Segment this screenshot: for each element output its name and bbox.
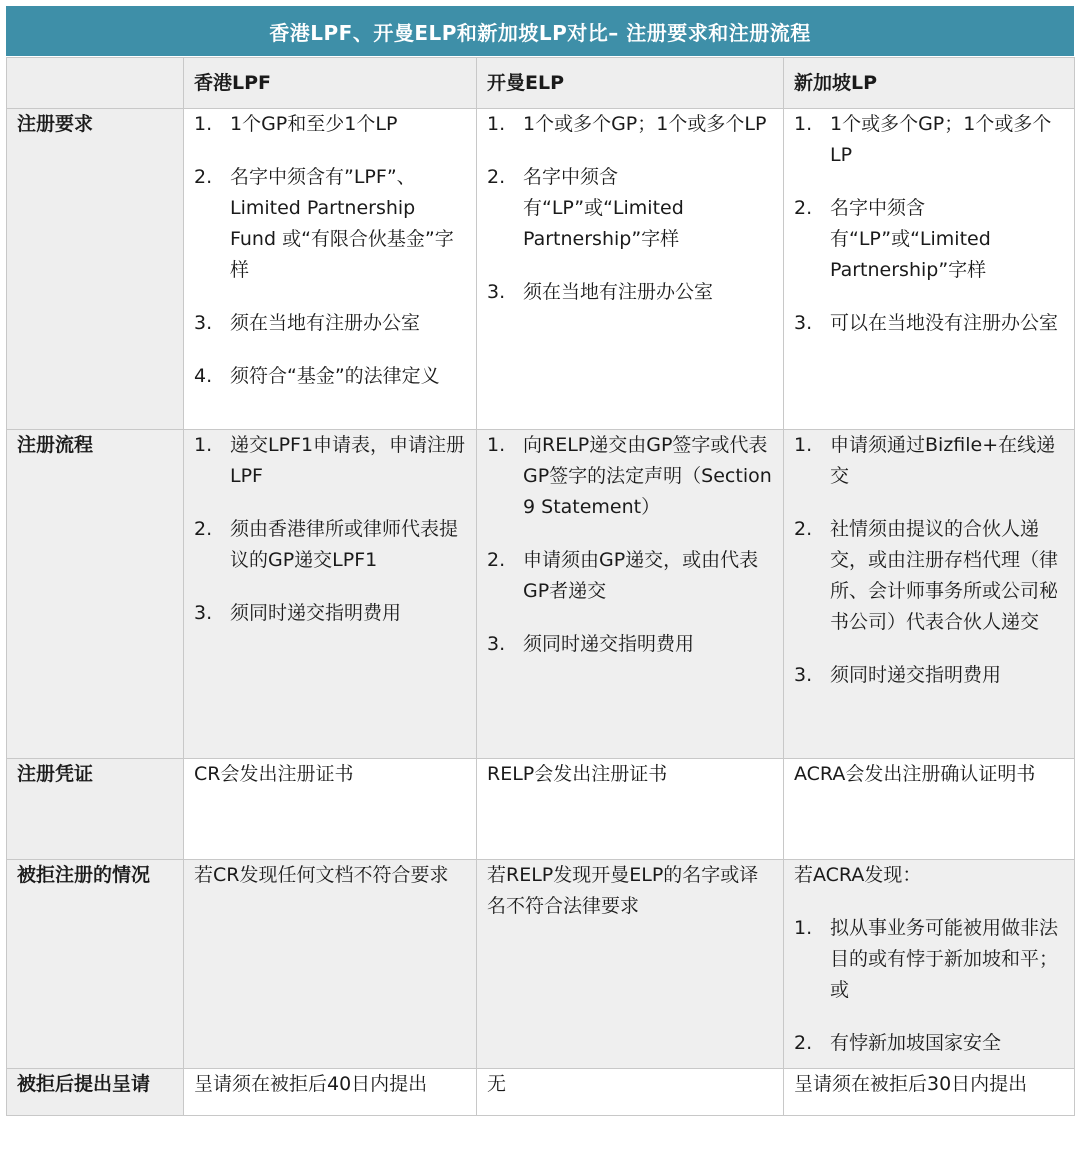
list-item: 1. 拟从事业务可能被用做非法目的或有悖于新加坡和平；或	[794, 917, 1059, 1001]
list-item: 3. 可以在当地没有注册办公室	[794, 312, 1059, 334]
cell-process-hk	[184, 430, 477, 759]
list-item: 3. 须同时递交指明费用	[794, 664, 1002, 686]
list-item: 1. 1个或多个GP；1个或多个LP	[794, 113, 1052, 166]
row-label-certificate: 注册凭证	[7, 759, 184, 860]
comparison-table	[6, 57, 1075, 1116]
list-item: 3. 须在当地有注册办公室	[487, 281, 714, 303]
list-item: 1. 1个GP和至少1个LP	[194, 113, 398, 135]
row-label-appeal: 被拒后提出呈请	[7, 1069, 184, 1116]
cell-rejection-cayman: 若RELP发现开曼ELP的名字或译名不符合法律要求	[477, 860, 784, 1069]
row-label-requirements: 注册要求	[7, 109, 184, 430]
cell-appeal-hk: 呈请须在被拒后40日内提出	[184, 1069, 477, 1116]
list-item: 2. 名字中须含有“LP”或“Limited Partnership”字样	[794, 197, 991, 281]
list-rejection-sg	[794, 913, 1064, 1059]
header-row	[7, 58, 1075, 109]
list-item: 2. 须由香港律所或律师代表提议的GP递交LPF1	[194, 518, 459, 571]
row-requirements	[7, 109, 1075, 430]
list-process-hk	[194, 430, 466, 629]
list-item: 3. 须在当地有注册办公室	[194, 312, 421, 334]
cell-rejection-sg: 若ACRA发现： 1. 拟从事业务可能被用做非法目的或有悖于新加坡和平；或 2. 有悖新加坡国家安全	[784, 860, 1075, 1069]
cell-certificate-cayman: RELP会发出注册证书	[477, 759, 784, 860]
row-process	[7, 430, 1075, 759]
cell-certificate-hk: CR会发出注册证书	[184, 759, 477, 860]
list-item: 2. 名字中须含有”LPF”、Limited Partnership Fund 或“有限合伙基金”字样	[194, 166, 454, 281]
cell-requirements-sg	[784, 109, 1075, 430]
cell-process-cayman	[477, 430, 784, 759]
list-item: 3. 须同时递交指明费用	[487, 633, 695, 655]
list-item: 2. 有悖新加坡国家安全	[794, 1032, 1002, 1054]
cell-certificate-sg: ACRA会发出注册确认证明书	[784, 759, 1075, 860]
list-item: 2. 社情须由提议的合伙人递交，或由注册存档代理（律所、会计师事务所或公司秘书公司）代表合伙人递交	[794, 518, 1059, 633]
cell-rejection-hk: 若CR发现任何文档不符合要求	[184, 860, 477, 1069]
list-requirements-cayman	[487, 109, 773, 308]
row-appeal	[7, 1069, 1075, 1116]
list-item: 3. 须同时递交指明费用	[194, 602, 402, 624]
table-title: 香港LPF、开曼ELP和新加坡LP对比– 注册要求和注册流程	[6, 6, 1074, 56]
list-item: 2. 名字中须含有“LP”或“Limited Partnership”字样	[487, 166, 684, 250]
row-label-process: 注册流程	[7, 430, 184, 759]
list-item: 1. 递交LPF1申请表，申请注册LPF	[194, 434, 466, 487]
cell-process-sg	[784, 430, 1075, 759]
header-corner	[7, 58, 184, 109]
list-process-sg	[794, 430, 1064, 691]
cell-requirements-hk	[184, 109, 477, 430]
list-requirements-sg	[794, 109, 1064, 339]
cell-appeal-sg: 呈请须在被拒后30日内提出	[784, 1069, 1075, 1116]
row-label-rejection: 被拒注册的情况	[7, 860, 184, 1069]
cell-appeal-cayman: 无	[477, 1069, 784, 1116]
list-item: 2. 申请须由GP递交，或由代表GP者递交	[487, 549, 759, 602]
row-rejection	[7, 860, 1075, 1069]
list-item: 1. 向RELP递交由GP签字或代表GP签字的法定声明（Section 9 Statement）	[487, 434, 772, 518]
list-requirements-hk	[194, 109, 466, 392]
list-item: 4. 须符合“基金”的法律定义	[194, 365, 440, 387]
header-cayman-elp: 开曼ELP	[477, 58, 784, 109]
cell-requirements-cayman	[477, 109, 784, 430]
row-certificate	[7, 759, 1075, 860]
header-singapore-lp: 新加坡LP	[784, 58, 1075, 109]
list-item: 1. 1个或多个GP；1个或多个LP	[487, 113, 767, 135]
header-hk-lpf: 香港LPF	[184, 58, 477, 109]
list-process-cayman	[487, 430, 773, 660]
list-item: 1. 申请须通过Bizfile+在线递交	[794, 434, 1056, 487]
